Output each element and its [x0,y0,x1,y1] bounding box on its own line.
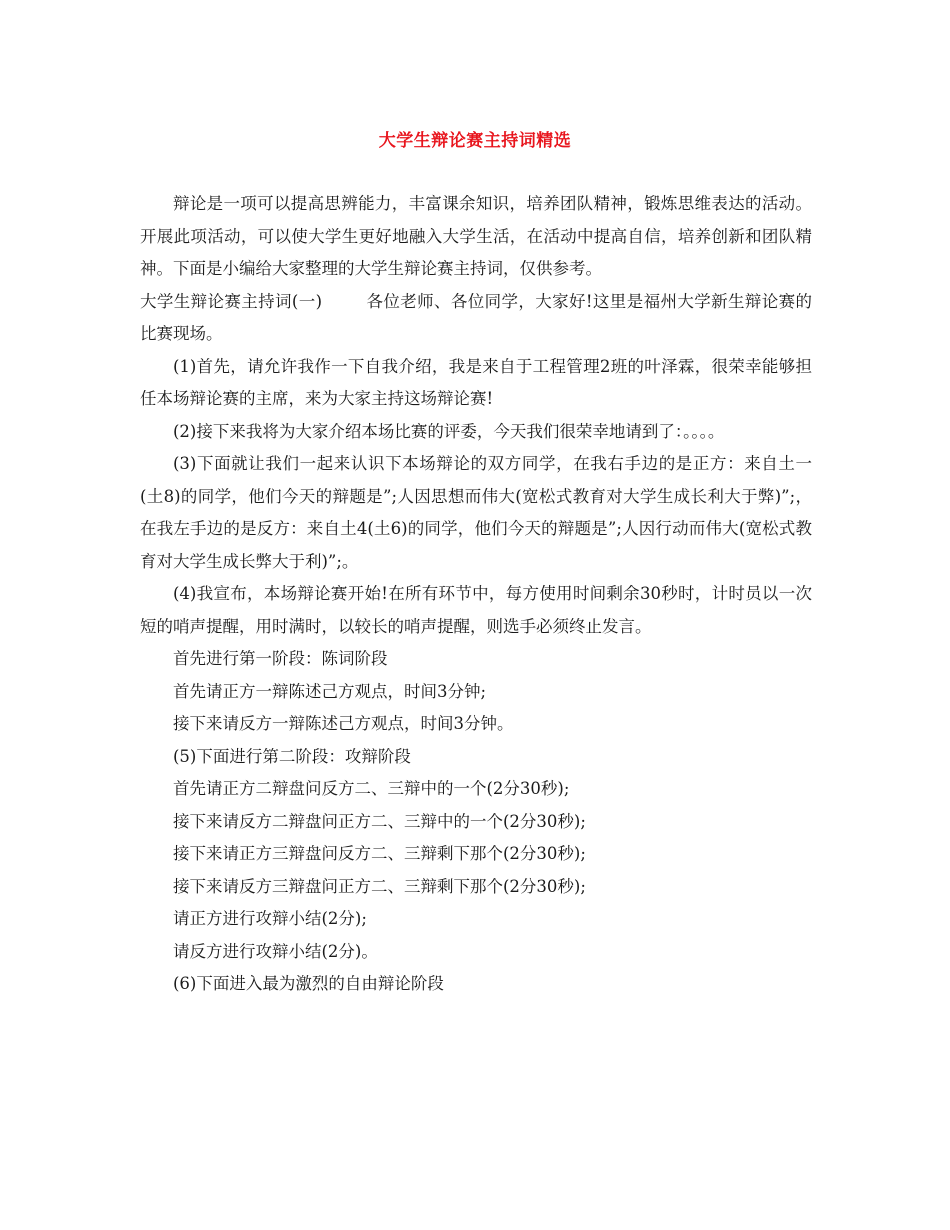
list-item: 接下来请正方三辩盘问反方二、三辩剩下那个(2分30秒); [173,844,586,863]
list-item: 首先请正方一辩陈述己方观点，时间3分钟; [173,681,487,701]
section-heading: 大学生辩论赛主持词(一) [140,291,323,311]
document-body [140,188,812,1001]
list-item: 请反方进行攻辩小结(2分)。 [173,941,378,961]
list-item: (6)下面进入最为激烈的自由辩论阶段 [173,974,444,993]
section-opening: 各位老师、各位同学，大家好!这里是福州大学新生辩论赛的比赛现场。 [140,291,813,343]
list-item: 首先请正方二辩盘问反方二、三辩中的一个(2分30秒); [173,779,570,798]
paragraph-1: (1)首先，请允许我作一下自我介绍，我是来自于工程管理2班的叶泽霖，很荣幸能够担任本场辩论赛的主席，来为大家主持这场辩论赛! [140,356,812,408]
paragraph-2: (2)接下来我将为大家介绍本场比赛的评委，今天我们很荣幸地请到了：。。。。 [173,421,725,441]
document-title: 大学生辩论赛主持词精选 [378,131,572,151]
intro-paragraph: 辩论是一项可以提高思辨能力，丰富课余知识，培养团队精神，锻炼思维表达的活动。开展此项活动，可以使大学生更好地融入大学生活，在活动中提高自信，培养创新和团队精神。下面是小编给大家整理的大学生辩论赛主持词，仅供参考。 [140,194,812,278]
list-item: 请正方进行攻辩小结(2分); [173,909,367,928]
paragraph-4: (4)我宣布，本场辩论赛开始!在所有环节中，每方使用时间剩余30秒时，计时员以一次短的哨声提醒，用时满时，以较长的哨声提醒，则选手必须终止发言。 [140,584,812,636]
list-item: 接下来请反方二辩盘问正方二、三辩中的一个(2分30秒); [173,811,586,831]
list-item: 接下来请反方一辩陈述己方观点，时间3分钟。 [173,714,514,733]
list-item: 接下来请反方三辩盘问正方二、三辩剩下那个(2分30秒); [173,876,586,896]
list-item: (5)下面进行第二阶段：攻辩阶段 [173,746,411,766]
list-item: 首先进行第一阶段：陈词阶段 [173,649,388,668]
section-paragraph [140,286,812,351]
paragraph-3: (3)下面就让我们一起来认识下本场辩论的双方同学，在我右手边的是正方：来自土一(土8)的同学，他们今天的辩题是”;人因思想而伟大(宽松式教育对大学生成长利大于弊)”;，在我左手边的是反方：来自土4(土6)的同学，他们今天的辩题是”;人因行动而伟大(宽松式教育对大学生成长弊大于利)”;。 [140,454,812,571]
